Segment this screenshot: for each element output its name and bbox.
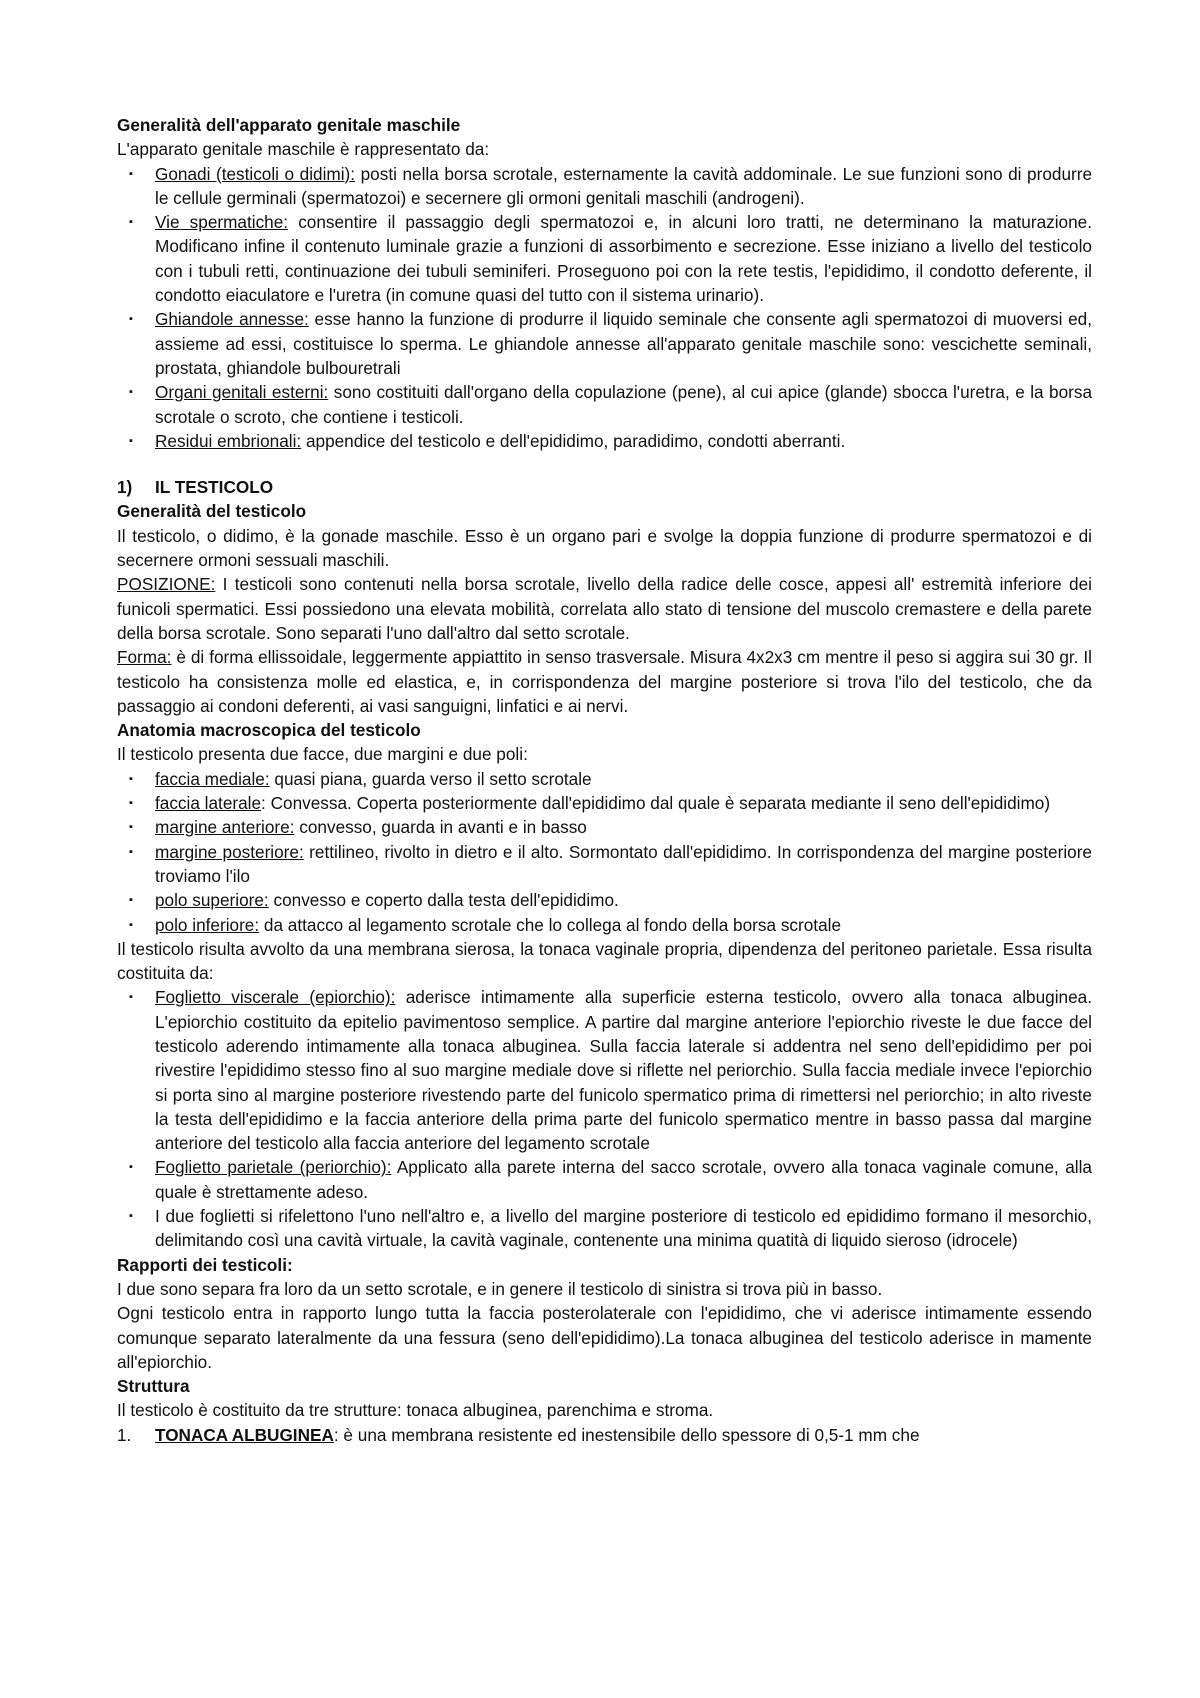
list-item bbox=[117, 913, 1092, 937]
item-text: I due foglietti si rifelettono l'uno nell'altro e, a livello del margine posteriore di testicolo ed epididimo formano il mesorchio, delimitando così una cavità virtuale, la cavità vaginale, contenente una minima quatità di liquido sieroso (idrocele) bbox=[155, 1206, 1092, 1251]
item-text: aderisce intimamente alla superficie esterna testicolo, ovvero alla tonaca albuginea. L'epiorchio costituito da epitelio pavimentoso semplice. A partire dal margine anteriore l'epiorchio riveste le due facce del testicolo aderendo intimamente alla tonaca albuginea. Sulla faccia laterale si addentra nel seno dell'epididimo per poi rivestire l'epididimo stesso fino al suo margine mediale dove si riflette nel periorchio. Sulla faccia mediale invece l'epiorchio si porta sino al margine posteriore rivestendo parte del funicolo spermatico prima di rimettersi nel periorchio; in alto riveste la testa dell'epididimo e la faccia anteriore della prima parte del funicolo spermatico mentre in basso passa dal margine anteriore del testicolo alla faccia anteriore del legamento scrotale bbox=[155, 987, 1092, 1154]
paragraph-posizione bbox=[117, 572, 1092, 645]
item-label: faccia mediale: bbox=[155, 768, 270, 789]
item-text: convesso e coperto dalla testa dell'epididimo. bbox=[268, 890, 619, 911]
item-text: quasi piana, guarda verso il setto scrotale bbox=[269, 768, 592, 789]
list-item bbox=[117, 888, 1092, 912]
item-label: Ghiandole annesse: bbox=[155, 309, 309, 330]
item-text: convesso, guarda in avanti e in basso bbox=[294, 817, 587, 838]
item-text: sono costituiti dall'organo della copulazione (pene), al cui apice (glande) sbocca l'uretra, e la borsa scrotale o scroto, che contiene i testicoli. bbox=[155, 382, 1093, 427]
item-label: margine posteriore: bbox=[155, 841, 304, 862]
list-item bbox=[117, 1204, 1092, 1253]
section-title-generalita: Generalità dell'apparato genitale maschile bbox=[117, 115, 461, 135]
paragraph: I due sono separa fra loro da un setto scrotale, e in genere il testicolo di sinistra si trova più in basso. bbox=[117, 1278, 883, 1299]
item-text: da attacco al legamento scrotale che lo collega al fondo della borsa scrotale bbox=[259, 914, 842, 935]
paragraph: Ogni testicolo entra in rapporto lungo tutta la faccia posterolaterale con l'epididimo, che vi aderisce intimamente essendo comunque separato lateralmente da una fessura (seno dell'epididimo).La tonaca albuginea del testicolo aderisce in mamente all'epiorchio. bbox=[117, 1303, 1092, 1372]
subsection-title: Generalità del testicolo bbox=[117, 501, 307, 522]
subsection-title: Anatomia macroscopica del testicolo bbox=[117, 720, 421, 741]
item-label: Foglietto parietale (periorchio): bbox=[155, 1157, 392, 1178]
list-item bbox=[117, 307, 1092, 380]
item-text: posti nella borsa scrotale, esternamente la cavità addominale. Le sue funzioni sono di produrre le cellule germinali (spermatozoi) e secernere gli ormoni genitali maschili (androgeni). bbox=[155, 163, 1093, 208]
list-item bbox=[117, 1155, 1092, 1204]
item-number: 1. bbox=[117, 1424, 132, 1445]
list-item bbox=[117, 767, 1092, 791]
intro-text: Il testicolo presenta due facce, due margini e due poli: bbox=[117, 744, 528, 765]
paragraph-forma bbox=[117, 645, 1092, 718]
numbered-item bbox=[117, 1423, 1092, 1447]
item-label: Gonadi (testicoli o didimi): bbox=[155, 163, 356, 184]
item-label: margine anteriore: bbox=[155, 817, 295, 838]
item-text: consentire il passaggio degli spermatozoi e, in alcuni loro tratti, ne determinano la maturazione. Modificano infine il contenuto luminale grazie a funzioni di assorbimento e secrezione. Esse iniziano a livello del testicolo con i tubuli retti, continuazione dei tubuli seminiferi. Proseguono poi con la rete testis, l'epididimo, il condotto deferente, il condotto eiaculatore e l'uretra (in comune quasi del tutto con il sistema urinario). bbox=[155, 212, 1092, 306]
document-page bbox=[117, 113, 1092, 1447]
subsection-title: Struttura bbox=[117, 1376, 190, 1397]
item-label: Residui embrionali: bbox=[155, 430, 302, 451]
list-item bbox=[117, 162, 1092, 211]
inline-text: I testicoli sono contenuti nella borsa scrotale, livello della radice delle cosce, appesi all' estremità inferiore dei funicoli spermatici. Essi possiedono una elevata mobilità, correlata allo stato di tensione del muscolo cremastere e della parete della borsa scrotale. Sono separati l'uno dall'altro dal setto scrotale. bbox=[117, 574, 1092, 643]
chapter-title: IL TESTICOLO bbox=[155, 477, 274, 498]
list-item bbox=[117, 429, 1092, 453]
item-text: : Convessa. Coperta posteriormente dall'epididimo dal quale è separata mediante il seno dell'epididimo) bbox=[261, 793, 1051, 814]
item-text: appendice del testicolo e dell'epididimo, paradidimo, condotti aberranti. bbox=[301, 430, 846, 451]
item-text: esse hanno la funzione di produrre il liquido seminale che consente agli spermatozoi di muoversi ed, assieme ad essi, costituisce lo sperma. Le ghiandole annesse all'apparato genitale maschile sono: vescichette seminali, prostata, ghiandole bulbouretrali bbox=[155, 309, 1092, 378]
item-label: TONACA ALBUGINEA bbox=[155, 1424, 334, 1445]
inline-label: Forma: bbox=[117, 647, 172, 668]
item-text: rettilineo, rivolto in dietro e il alto. Sormontato dall'epididimo. In corrispondenza del margine posteriore troviamo l'ilo bbox=[155, 841, 1092, 886]
inline-text: è di forma ellissoidale, leggermente appiattito in senso trasversale. Misura 4x2x3 cm mentre il peso si aggira sui 30 gr. Il testicolo ha consistenza molle ed elastica, e, in corrispondenza del margine posteriore si trova l'ilo del testicolo, che da passaggio ai condoni deferenti, ai vasi sanguigni, linfatici e ai nervi. bbox=[117, 647, 1092, 716]
chapter-number: 1) bbox=[117, 477, 133, 498]
list-item bbox=[117, 815, 1092, 839]
intro-text: Il testicolo è costituito da tre strutture: tonaca albuginea, parenchima e stroma. bbox=[117, 1400, 714, 1421]
list-item bbox=[117, 791, 1092, 815]
item-text: : è una membrana resistente ed inestensibile dello spessore di 0,5-1 mm che bbox=[333, 1424, 920, 1445]
list-item bbox=[117, 840, 1092, 889]
paragraph: Il testicolo, o didimo, è la gonade maschile. Esso è un organo pari e svolge la doppia funzione di produrre spermatozoi e di secernere ormoni sessuali maschili. bbox=[117, 525, 1092, 571]
tunica-list bbox=[117, 985, 1092, 1252]
item-label: polo inferiore: bbox=[155, 914, 260, 935]
list-item bbox=[117, 985, 1092, 1155]
inline-label: POSIZIONE: bbox=[117, 574, 216, 595]
list-item bbox=[117, 210, 1092, 307]
item-label: Foglietto viscerale (epiorchio): bbox=[155, 987, 396, 1008]
anatomy-list bbox=[117, 767, 1092, 937]
chapter-heading bbox=[117, 475, 1092, 499]
section-spacer bbox=[117, 453, 1092, 475]
subsection-title: Rapporti dei testicoli: bbox=[117, 1254, 293, 1275]
item-text: Applicato alla parete interna del sacco scrotale, ovvero alla tonaca vaginale comune, alla quale è strettamente adeso. bbox=[155, 1157, 1092, 1202]
item-label: Vie spermatiche: bbox=[155, 212, 289, 233]
genital-organs-list bbox=[117, 162, 1092, 454]
intro-text: L'apparato genitale maschile è rappresentato da: bbox=[117, 139, 490, 160]
item-label: Organi genitali esterni: bbox=[155, 382, 329, 403]
list-item bbox=[117, 380, 1092, 429]
item-label: faccia laterale bbox=[155, 793, 262, 814]
paragraph: Il testicolo risulta avvolto da una membrana sierosa, la tonaca vaginale propria, dipendenza del peritoneo parietale. Essa risulta costituita da: bbox=[117, 938, 1092, 984]
item-label: polo superiore: bbox=[155, 890, 269, 911]
